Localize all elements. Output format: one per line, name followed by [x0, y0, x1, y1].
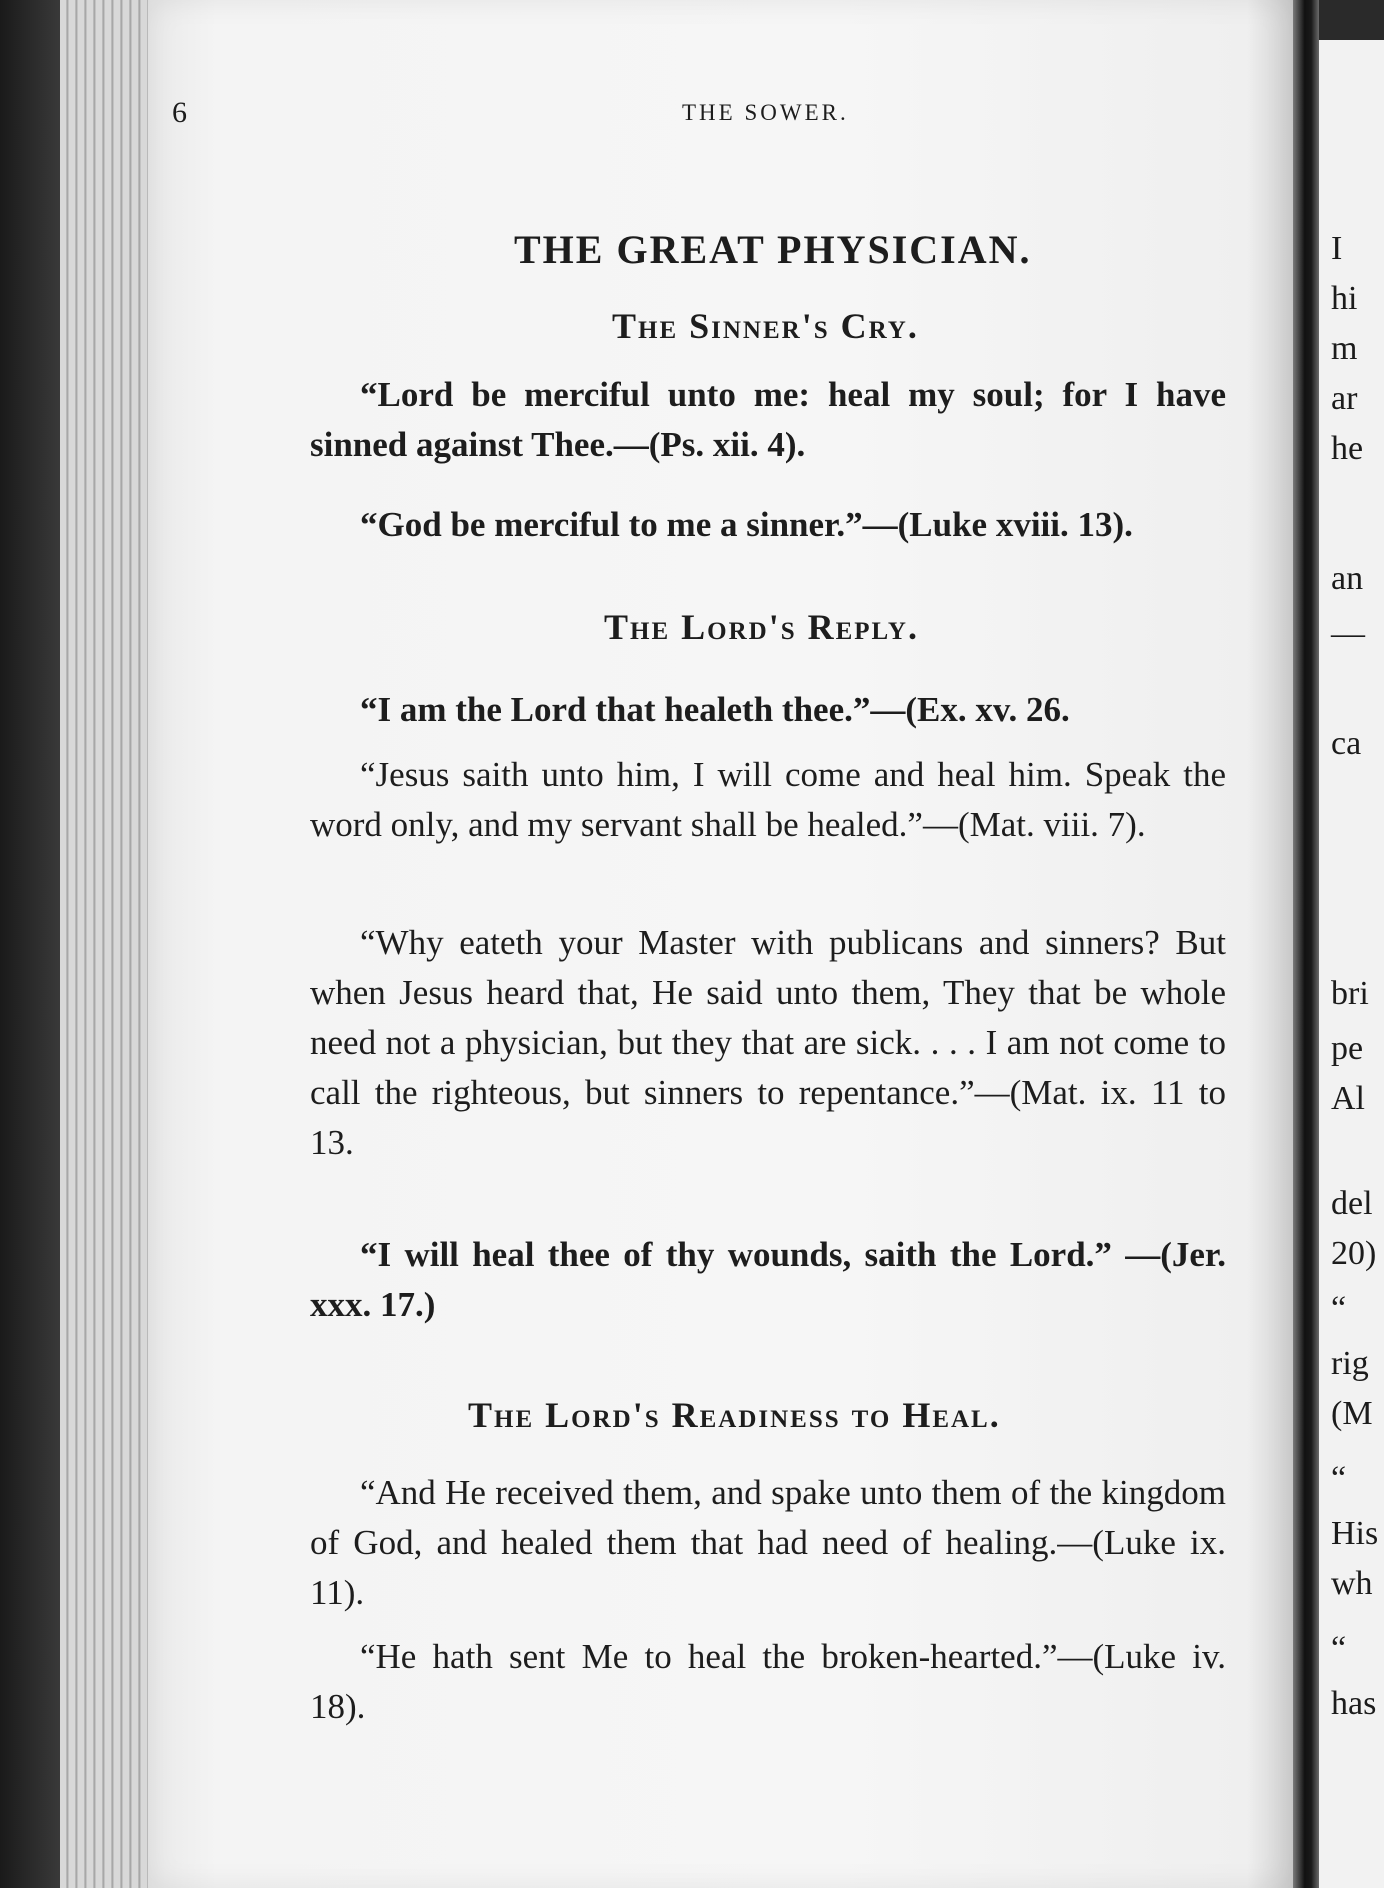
- facing-page-text: rig: [1331, 1345, 1369, 1382]
- running-title: THE SOWER.: [682, 100, 849, 125]
- facing-page-text: —: [1331, 615, 1365, 652]
- facing-page-text: has: [1331, 1685, 1377, 1722]
- facing-page-text: pe: [1331, 1030, 1364, 1067]
- facing-page-text: bri: [1331, 975, 1369, 1012]
- facing-page-text: 20): [1331, 1235, 1377, 1272]
- facing-page-text: wh: [1331, 1565, 1373, 1602]
- paragraph: “I will heal thee of thy wounds, saith the Lord.” —(Jer. xxx. 17.): [310, 1235, 1226, 1324]
- page-title: THE GREAT PHYSICIAN.: [514, 227, 1032, 272]
- paragraph: “He hath sent Me to heal the broken-hearted.”—(Luke iv. 18).: [310, 1637, 1226, 1726]
- paragraph: “Lord be merciful unto me: heal my soul; for I have sinned against Thee.—(Ps. xii. 4).: [310, 375, 1226, 464]
- facing-page-text: “: [1331, 1290, 1347, 1327]
- facing-page-text: m: [1331, 330, 1358, 367]
- section-heading-sinners-cry: The Sinner's Cry.: [612, 306, 919, 346]
- facing-page-text: ar: [1331, 380, 1358, 417]
- paragraph: “Why eateth your Master with publicans and sinners? But when Jesus heard that, He said unto them, They that be whole need not a physician, but they that are sick. . . . I am not come to call the righteous, but sinners to repentance.”—(Mat. ix. 11 to 13.: [310, 923, 1226, 1162]
- facing-page-text: His: [1331, 1515, 1379, 1552]
- paragraph: “God be merciful to me a sinner.”—(Luke xviii. 13).: [360, 505, 1133, 544]
- facing-page-text: an: [1331, 560, 1364, 597]
- facing-page-text: “: [1331, 1630, 1347, 1667]
- section-heading-lords-readiness: The Lord's Readiness to Heal.: [468, 1395, 1001, 1435]
- facing-page-text: hi: [1331, 280, 1358, 317]
- paragraph: “And He received them, and spake unto them of the kingdom of God, and healed them that had need of healing.—(Luke ix. 11).: [310, 1473, 1226, 1612]
- paragraph: “I am the Lord that healeth thee.”—(Ex. xv. 26.: [360, 690, 1070, 729]
- facing-page-fragment: [1319, 40, 1384, 1888]
- facing-page-text: he: [1331, 430, 1364, 467]
- facing-page-text: “: [1331, 1460, 1347, 1497]
- paragraph: “Jesus saith unto him, I will come and heal him. Speak the word only, and my servant shall be healed.”—(Mat. viii. 7).: [310, 755, 1226, 844]
- stacked-page-edges: [60, 0, 150, 1888]
- page-number: 6: [172, 96, 187, 129]
- facing-page-text: I: [1331, 230, 1343, 267]
- facing-page-text: (M: [1331, 1395, 1373, 1432]
- facing-page-text: ca: [1331, 725, 1362, 762]
- book-gutter: [1293, 0, 1319, 1888]
- facing-page-text: del: [1331, 1185, 1373, 1222]
- section-heading-lords-reply: The Lord's Reply.: [604, 607, 919, 647]
- facing-page-text: Al: [1331, 1080, 1365, 1117]
- page-edge-shadow: [0, 0, 62, 1888]
